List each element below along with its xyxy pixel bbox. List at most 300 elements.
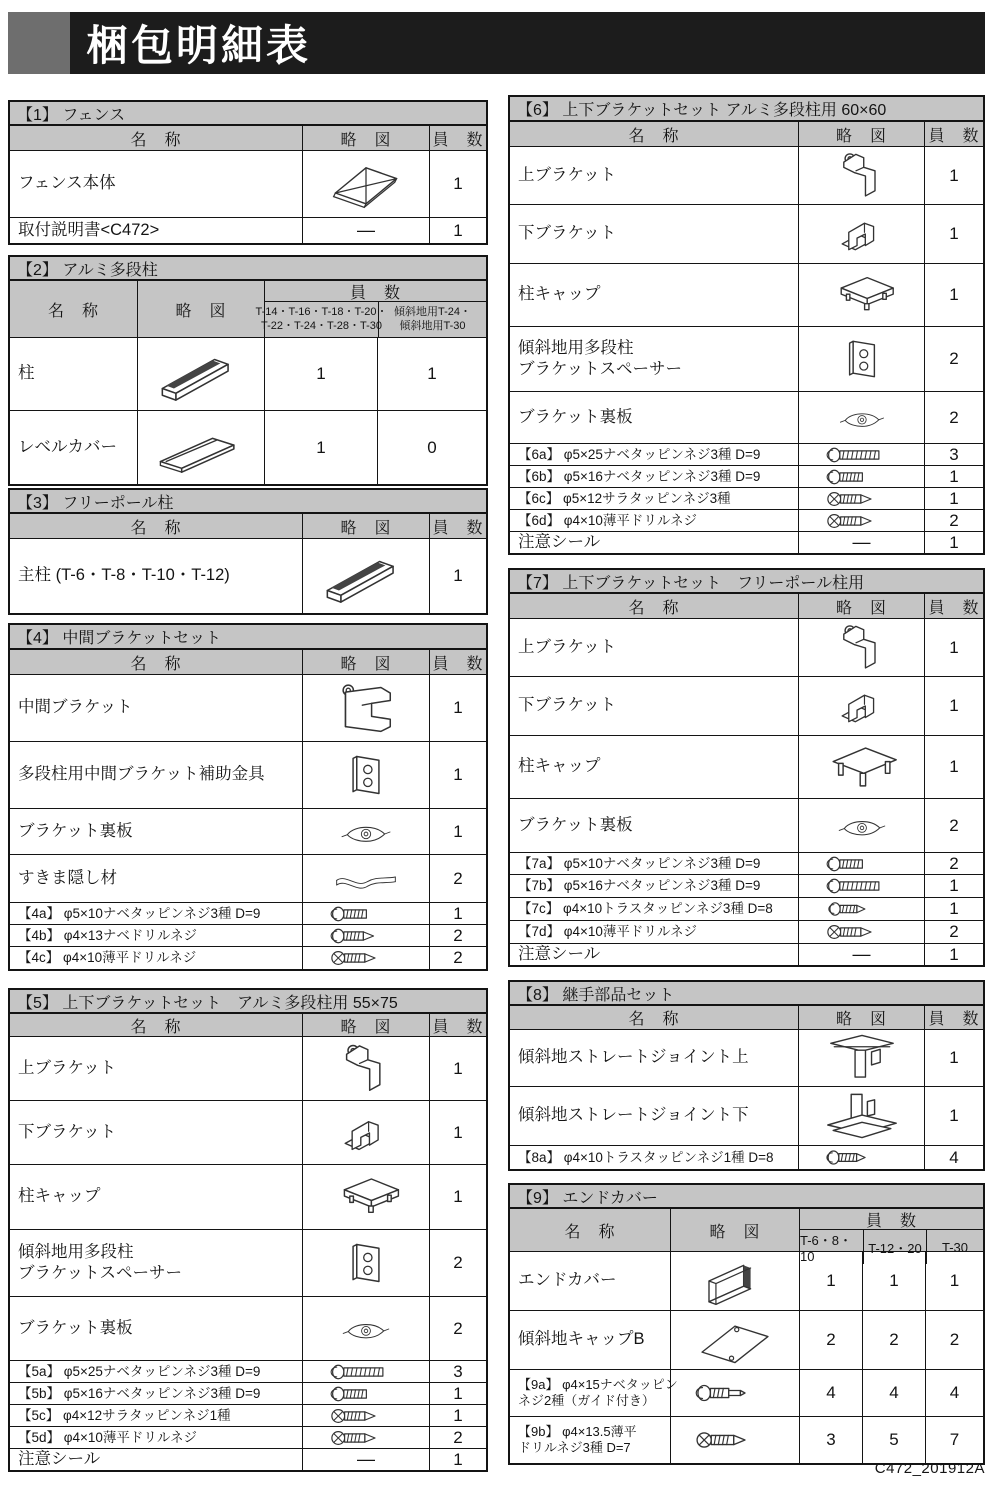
col-header-name: 名 称 [564, 1223, 616, 1241]
table-row [10, 741, 486, 808]
diagram-cell [798, 488, 924, 509]
post-cap-icon [812, 269, 912, 321]
table-row [510, 465, 983, 487]
item-name: 【9b】 φ4×13.5薄平 [518, 1423, 637, 1439]
diagram-cell [670, 1311, 799, 1369]
diagram-cell [798, 205, 924, 263]
count-value: 1 [924, 875, 983, 897]
table-row [510, 531, 983, 553]
count-value: 5 [862, 1417, 925, 1463]
count-value: 1 [429, 539, 486, 613]
col-header-count: 員 数 [429, 1014, 486, 1036]
diagram-cell [798, 264, 924, 326]
fence-panel-icon [316, 157, 416, 211]
item-name: 傾斜地用多段柱 [518, 338, 634, 357]
count-value: 1 [429, 903, 486, 924]
table-row [510, 204, 983, 263]
item-name: ネジ2種（ガイド付き） [518, 1393, 655, 1408]
table-title: 【3】 フリーポール柱 [10, 490, 486, 514]
table-6-bracket-set-60x60 [508, 95, 985, 555]
diagram-cell [670, 1370, 799, 1416]
table-row [10, 150, 486, 217]
col-header-diagram: 略 図 [302, 126, 429, 150]
count-subheader-t12-20: T-12・20 [863, 1230, 926, 1264]
screw-pan-tapping-icon [328, 1385, 404, 1403]
table-row [510, 1145, 983, 1169]
count-value: 3 [799, 1417, 862, 1463]
diagram-cell [798, 799, 924, 852]
col-header-diagram: 略 図 [798, 122, 924, 146]
table-3-free-pole-post [8, 488, 488, 615]
diagram-cell [302, 1361, 429, 1382]
table-row [510, 618, 983, 676]
item-name: 【7a】 φ5×10ナベタッピンネジ3種 D=9 [518, 855, 761, 871]
count-value: 1 [429, 1037, 486, 1100]
table-row [510, 1416, 983, 1463]
table-row [10, 1164, 486, 1229]
count-subheader-slope: 傾斜地用T-24・ 傾斜地用T-30 [378, 302, 486, 337]
table-row [510, 1369, 983, 1416]
table-5-bracket-set-55x75 [8, 988, 488, 1472]
table-row [510, 735, 983, 798]
slope-straight-joint-upper-icon [815, 1032, 909, 1084]
diagram-cell [798, 327, 924, 391]
count-value: 1 [377, 338, 486, 410]
item-name: ドリルネジ3種 D=7 [518, 1440, 631, 1455]
diagram-cell [798, 736, 924, 798]
item-name: 【6d】 φ4×10薄平ドリルネジ [518, 512, 698, 528]
dash-icon: — [302, 218, 429, 243]
diagram-cell [302, 903, 429, 924]
table-title: 【7】 上下ブラケットセット フリーポール柱用 [510, 570, 983, 594]
item-name: すきま隠し材 [18, 868, 117, 887]
diagram-cell [302, 1037, 429, 1100]
diagram-cell [798, 619, 924, 676]
screw-pan-tapping-long-icon [325, 1363, 407, 1381]
dash-icon: — [798, 532, 924, 553]
document-code: C472_201912A [874, 1460, 985, 1477]
upper-bracket-icon [318, 1041, 414, 1097]
item-name: 【6b】 φ5×16ナベタッピンネジ3種 D=9 [518, 468, 761, 484]
count-value: 2 [925, 1311, 983, 1369]
diagram-cell [302, 742, 429, 808]
table-row [10, 410, 486, 484]
table-row [10, 1426, 486, 1448]
count-value: 1 [924, 898, 983, 920]
item-name: ブラケット裏板 [18, 821, 133, 840]
table-row [510, 326, 983, 391]
table-8-joint-parts-set [508, 980, 985, 1171]
item-name: 【7d】 φ4×10薄平ドリルネジ [518, 924, 698, 940]
item-name: 下ブラケット [18, 1122, 117, 1141]
count-value: 4 [924, 1146, 983, 1169]
table-row [10, 808, 486, 854]
bracket-back-plate-icon [823, 400, 901, 436]
item-name: 【6a】 φ5×25ナベタッピンネジ3種 D=9 [518, 446, 761, 462]
gap-cover-strip-icon [311, 859, 421, 899]
item-name: 【7c】 φ4×10トラスタッピンネジ3種 D=8 [518, 901, 773, 917]
count-value: 2 [924, 921, 983, 943]
count-value: 2 [429, 855, 486, 902]
diagram-cell [302, 675, 429, 741]
diagram-cell [798, 898, 924, 920]
post-cap-legs-icon [812, 740, 912, 794]
col-header-diagram: 略 図 [302, 1014, 429, 1036]
diagram-cell [302, 1230, 429, 1296]
item-name: 傾斜地キャップB [518, 1330, 645, 1349]
table-row [510, 509, 983, 531]
table-row [10, 1036, 486, 1100]
bracket-back-plate-icon [325, 1310, 407, 1348]
count-value: 1 [429, 1165, 486, 1229]
count-value: 1 [924, 1087, 983, 1145]
item-name: 注意シール [18, 1449, 101, 1468]
count-value: 1 [862, 1252, 925, 1310]
count-value: 1 [924, 1030, 983, 1086]
title-banner [8, 12, 985, 74]
col-header-diagram: 略 図 [302, 650, 429, 674]
table-row [10, 1404, 486, 1426]
screw-truss-tapping-icon [825, 1148, 899, 1167]
count-value: 3 [924, 444, 983, 465]
count-value: 1 [429, 1383, 486, 1404]
table-row [10, 1296, 486, 1360]
count-value: 1 [429, 1405, 486, 1426]
table-row [10, 1382, 486, 1404]
diagram-cell [798, 1030, 924, 1086]
diagram-cell [798, 392, 924, 443]
count-value: 1 [429, 742, 486, 808]
table-row [510, 798, 983, 852]
count-value: 1 [924, 205, 983, 263]
col-header-name: 名 称 [130, 131, 182, 149]
diagram-cell [302, 1297, 429, 1360]
screw-flat-drill-icon [328, 949, 404, 967]
auxiliary-plate-icon [318, 747, 414, 803]
screw-pan-tapping-long-icon [821, 446, 903, 464]
count-subheader-t6-8-10: T-6・8・10 [800, 1233, 853, 1264]
count-value: 1 [924, 944, 983, 965]
item-name: 【8a】 φ4×10トラスタッピンネジ1種 D=8 [518, 1149, 774, 1165]
item-name: 柱キャップ [18, 1187, 101, 1206]
diagram-cell [302, 947, 429, 969]
table-row [10, 854, 486, 902]
count-subheader-standard: T-14・T-16・T-18・T-20・ T-22・T-24・T-28・T-30 [255, 306, 388, 332]
count-value: 7 [925, 1417, 983, 1463]
count-subheader-t30: T-30 [926, 1230, 983, 1264]
count-value: 1 [429, 1449, 486, 1470]
count-value: 2 [924, 853, 983, 874]
diagram-cell [670, 1417, 799, 1463]
item-name: 【4a】 φ5×10ナベタッピンネジ3種 D=9 [18, 905, 261, 921]
diagram-cell [670, 1252, 799, 1310]
screw-pan-tapping-icon [824, 468, 900, 486]
table-row [510, 443, 983, 465]
middle-bracket-icon [316, 680, 416, 736]
table-row [10, 946, 486, 969]
item-name: 下ブラケット [518, 224, 617, 243]
table-row [10, 1360, 486, 1382]
col-header-count: 員 数 [429, 650, 486, 674]
table-title: 【4】 中間ブラケットセット [10, 625, 486, 650]
item-name: 【4b】 φ4×13ナベドリルネジ [18, 927, 198, 943]
bracket-spacer-plate-icon [318, 1235, 414, 1291]
slope-cap-b-icon [687, 1314, 783, 1366]
count-value: 1 [925, 1252, 983, 1310]
table-row [10, 1100, 486, 1164]
item-name: 【5a】 φ5×25ナベタッピンネジ3種 D=9 [18, 1363, 261, 1379]
item-name: 傾斜地ストレートジョイント下 [518, 1106, 749, 1125]
screw-flat-drill-long-icon [695, 1429, 775, 1451]
banner-gray-block [8, 12, 70, 74]
table-title: 【1】 フェンス [10, 102, 486, 126]
item-name: 上ブラケット [18, 1058, 117, 1077]
table-row [510, 1310, 983, 1369]
item-name: 【6c】 φ5×12サラタッピンネジ3種 [518, 490, 731, 506]
table-row [10, 217, 486, 243]
table-title: 【2】 アルミ多段柱 [10, 257, 486, 281]
item-name: 【5d】 φ4×10薄平ドリルネジ [18, 1429, 198, 1445]
col-header-diagram: 略 図 [798, 1006, 924, 1029]
dash-icon: — [798, 944, 924, 965]
table-row [10, 1229, 486, 1296]
lower-bracket-icon [819, 209, 905, 259]
diagram-cell [302, 1165, 429, 1229]
bracket-back-plate-icon [323, 812, 409, 852]
post-cap-icon [314, 1170, 418, 1224]
level-cover-icon [149, 419, 253, 477]
count-value: 2 [799, 1311, 862, 1369]
diagram-cell [302, 1427, 429, 1448]
item-name: フェンス本体 [18, 174, 116, 193]
item-name: 柱キャップ [518, 757, 601, 776]
count-value: 2 [924, 327, 983, 391]
count-value: 0 [377, 411, 486, 484]
bracket-back-plate-icon [823, 807, 901, 845]
screw-pan-tapping-long-icon [821, 877, 903, 895]
count-value: 1 [429, 809, 486, 854]
diagram-cell [798, 466, 924, 487]
item-name: 【7b】 φ5×16ナベタッピンネジ3種 D=9 [518, 878, 761, 894]
diagram-cell [798, 677, 924, 735]
item-name: 下ブラケット [518, 696, 617, 715]
col-header-diagram: 略 図 [137, 281, 264, 337]
count-value: 1 [264, 411, 377, 484]
item-name: 中間ブラケット [18, 698, 133, 717]
table-row [510, 1029, 983, 1086]
diagram-cell [302, 855, 429, 902]
col-header-count: 員 数 [924, 594, 983, 618]
table-row [10, 1448, 486, 1470]
upper-bracket-icon [816, 150, 908, 202]
item-name: 柱キャップ [518, 285, 601, 304]
end-cover-icon [689, 1255, 781, 1307]
count-value: 2 [924, 392, 983, 443]
col-header-count: 員 数 [349, 284, 401, 302]
diagram-cell [302, 1101, 429, 1164]
table-1-fence [8, 100, 488, 245]
diagram-cell [798, 921, 924, 943]
diagram-cell [798, 853, 924, 874]
screw-flat-drill-icon [824, 512, 900, 530]
item-name: 【5b】 φ5×16ナベタッピンネジ3種 D=9 [18, 1385, 261, 1401]
table-row [510, 1086, 983, 1145]
diagram-cell [798, 1087, 924, 1145]
count-value: 2 [429, 947, 486, 969]
item-name: 柱 [18, 364, 35, 383]
col-header-name: 名 称 [130, 1018, 182, 1036]
item-name: ブラケットスペーサー [18, 1264, 183, 1282]
item-name: 上ブラケット [518, 165, 617, 184]
table-row [510, 676, 983, 735]
count-value: 4 [925, 1370, 983, 1416]
upper-bracket-icon [816, 622, 908, 674]
item-name: ブラケット裏板 [518, 407, 633, 426]
table-row [510, 897, 983, 920]
main-post-icon [314, 547, 418, 605]
screw-flat-tapping-icon [328, 1407, 404, 1425]
table-row [10, 674, 486, 741]
item-name: 傾斜地用多段柱 [18, 1242, 134, 1261]
col-header-diagram: 略 図 [798, 594, 924, 618]
count-value: 1 [429, 151, 486, 217]
diagram-cell [137, 411, 264, 484]
item-name: 上ブラケット [518, 637, 617, 656]
item-name: 注意シール [518, 532, 601, 551]
table-row [510, 920, 983, 943]
table-row [510, 146, 983, 204]
table-row [10, 902, 486, 924]
count-value: 1 [429, 1101, 486, 1164]
col-header-count: 員 数 [924, 122, 983, 146]
col-header-name: 名 称 [628, 1011, 680, 1028]
diagram-cell [798, 147, 924, 204]
count-value: 2 [429, 1230, 486, 1296]
table-row [10, 924, 486, 946]
table-4-middle-bracket-set [8, 623, 488, 971]
item-name: エンドカバー [518, 1271, 617, 1290]
screw-pan-tapping-icon [824, 855, 900, 873]
col-header-count: 員 数 [429, 126, 486, 150]
table-title: 【8】 継手部品セット [510, 982, 983, 1006]
item-name: ブラケット裏板 [518, 815, 633, 834]
diagram-cell [137, 338, 264, 410]
count-value: 1 [924, 264, 983, 326]
dash-icon: — [302, 1449, 429, 1470]
col-header-name: 名 称 [130, 519, 182, 537]
count-value: 1 [799, 1252, 862, 1310]
screw-pan-drill-icon [328, 927, 404, 945]
screw-truss-tapping-icon [827, 900, 897, 918]
bracket-spacer-plate-icon [816, 332, 908, 386]
item-name: 多段柱用中間ブラケット補助金具 [18, 765, 265, 784]
table-title: 【9】 エンドカバー [510, 1185, 983, 1209]
screw-pan-guide-icon [695, 1382, 775, 1404]
screw-flat-tapping-icon [824, 490, 900, 508]
table-row [510, 487, 983, 509]
col-header-count: 員 数 [865, 1212, 917, 1230]
table-title: 【5】 上下ブラケットセット アルミ多段柱用 55×75 [10, 990, 486, 1014]
item-name: 【9a】 φ4×15ナベタッピン [518, 1376, 678, 1392]
count-value: 2 [862, 1311, 925, 1369]
diagram-cell [302, 809, 429, 854]
count-value: 2 [429, 925, 486, 946]
diagram-cell [798, 444, 924, 465]
diagram-cell [302, 1405, 429, 1426]
screw-pan-tapping-icon [328, 905, 404, 923]
count-value: 4 [862, 1370, 925, 1416]
table-2-aluminum-multi-post [8, 255, 488, 486]
count-value: 3 [429, 1361, 486, 1382]
table-row [510, 874, 983, 897]
item-name: ブラケット裏板 [18, 1318, 133, 1337]
count-value: 1 [924, 488, 983, 509]
diagram-cell [798, 510, 924, 531]
item-name: 傾斜地ストレートジョイント上 [518, 1048, 749, 1067]
count-value: 2 [429, 1297, 486, 1360]
item-name: 【4c】 φ4×10薄平ドリルネジ [18, 950, 197, 966]
count-value: 1 [924, 736, 983, 798]
diagram-cell [302, 925, 429, 946]
count-value: 1 [924, 466, 983, 487]
count-value: 1 [924, 147, 983, 204]
col-header-count: 員 数 [429, 514, 486, 538]
col-header-diagram: 略 図 [670, 1209, 799, 1251]
page-title: 梱包明細表 [86, 22, 312, 69]
diagram-cell [798, 875, 924, 897]
item-name: 【5c】 φ4×12サラタッピンネジ1種 [18, 1407, 231, 1423]
count-value: 1 [924, 677, 983, 735]
count-value: 2 [429, 1427, 486, 1448]
count-value: 1 [429, 675, 486, 741]
screw-flat-drill-icon [328, 1429, 404, 1447]
col-header-name: 名 称 [628, 599, 680, 617]
table-row [510, 943, 983, 965]
count-value: 4 [799, 1370, 862, 1416]
table-row [10, 538, 486, 613]
col-header-name: 名 称 [130, 655, 182, 673]
lower-bracket-icon [819, 681, 905, 731]
count-value: 2 [924, 510, 983, 531]
lower-bracket-icon [321, 1107, 411, 1159]
item-name: 注意シール [518, 944, 601, 963]
item-name: ブラケットスペーサー [518, 360, 683, 378]
diagram-cell [302, 151, 429, 217]
col-header-name: 名 称 [628, 127, 680, 145]
table-title: 【6】 上下ブラケットセット アルミ多段柱用 60×60 [510, 97, 983, 122]
table-7-bracket-set-free-pole [508, 568, 985, 967]
count-value: 1 [924, 532, 983, 553]
item-name: レベルカバー [18, 437, 117, 456]
col-header-count: 員 数 [924, 1006, 983, 1029]
count-value: 2 [924, 799, 983, 852]
table-row [510, 1251, 983, 1310]
item-name: 取付説明書<C472> [18, 220, 160, 239]
item-name: 主柱 (T-6・T-8・T-10・T-12) [18, 566, 230, 585]
table-row [510, 391, 983, 443]
table-row [510, 852, 983, 874]
col-header-diagram: 略 図 [302, 514, 429, 538]
diagram-cell [302, 1383, 429, 1404]
count-value: 1 [264, 338, 377, 410]
screw-flat-drill-icon [824, 923, 900, 941]
table-row [510, 263, 983, 326]
diagram-cell [302, 539, 429, 613]
count-value: 1 [429, 218, 486, 243]
col-header-name: 名 称 [47, 302, 99, 320]
table-row [10, 337, 486, 410]
table-9-end-cover [508, 1183, 985, 1465]
